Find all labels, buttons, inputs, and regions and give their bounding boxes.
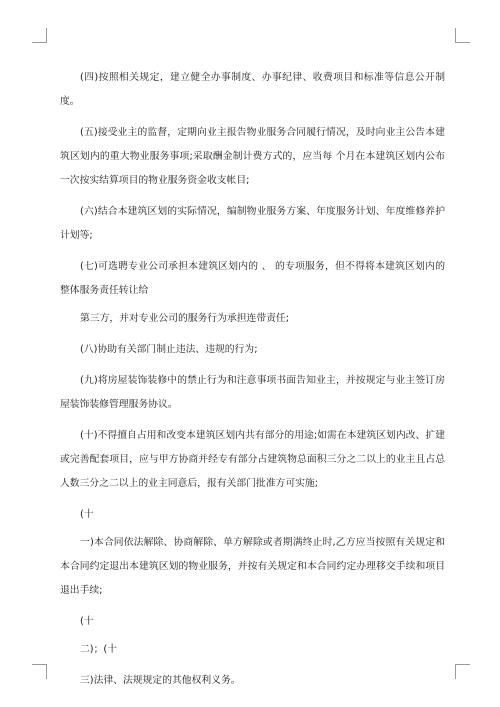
paragraph-11: 一)本合同依法解除、协商解除、单方解除或者期满终止时,乙方应当按照有关规定和本合同约定退出本建筑区划的物业服务，并按有关规定和本合同约定办理移交手续和项目退出手续; xyxy=(60,537,445,596)
paragraph-12-number: (十 xyxy=(80,616,94,627)
paragraph-9: (九)将房屋装饰装修中的禁止行为和注意事项书面告知业主，并按规定与业主签订房屋装饰装修管理服务协议。 xyxy=(60,375,445,410)
crop-mark-top-left xyxy=(32,28,47,43)
crop-mark-top-right xyxy=(455,28,470,43)
crop-mark-bottom-left xyxy=(32,664,47,679)
paragraph-13: 三)法律、法规规定的其他权利义务。 xyxy=(80,675,241,686)
paragraph-12-13: 二)；(十 xyxy=(80,644,118,655)
paragraph-7: (七)可选聘专业公司承担本建筑区划内的 、 的专项服务，但不得将本建筑区划内的整体服务责任转让给 xyxy=(60,261,445,296)
paragraph-5: (五)接受业主的监督，定期向业主报告物业服务合同履行情况，及时向业主公告本建筑区划内的重大物业服务事项;采取酬金制计费方式的，应当每 个月在本建筑区划内公布一次按实结算项目的物业服务资金收支帐目; xyxy=(60,127,445,186)
paragraph-8: (八)协助有关部门制止违法、违规的行为; xyxy=(80,344,258,355)
document-body xyxy=(60,66,445,700)
paragraph-11-number: (十 xyxy=(80,509,94,520)
paragraph-7-continued: 第三方，并对专业公司的服务行为承担连带责任; xyxy=(80,313,290,324)
paragraph-4: (四)按照相关规定，建立健全办事制度、办事纪律、收费项目和标准等信息公开制度。 xyxy=(60,72,445,107)
crop-mark-bottom-right xyxy=(455,664,470,679)
paragraph-10: (十)不得擅自占用和改变本建筑区划内共有部分的用途;如需在本建筑区划内改、扩建或完善配套项目，应与甲方协商并经专有部分占建筑物总面积三分之二以上的业主且占总人数三分之二以上的业主同意后，报有关部门批准方可实施; xyxy=(60,430,445,489)
paragraph-6: (六)结合本建筑区划的实际情况，编制物业服务方案、年度服务计划、年度维修养护计划等; xyxy=(60,206,445,241)
